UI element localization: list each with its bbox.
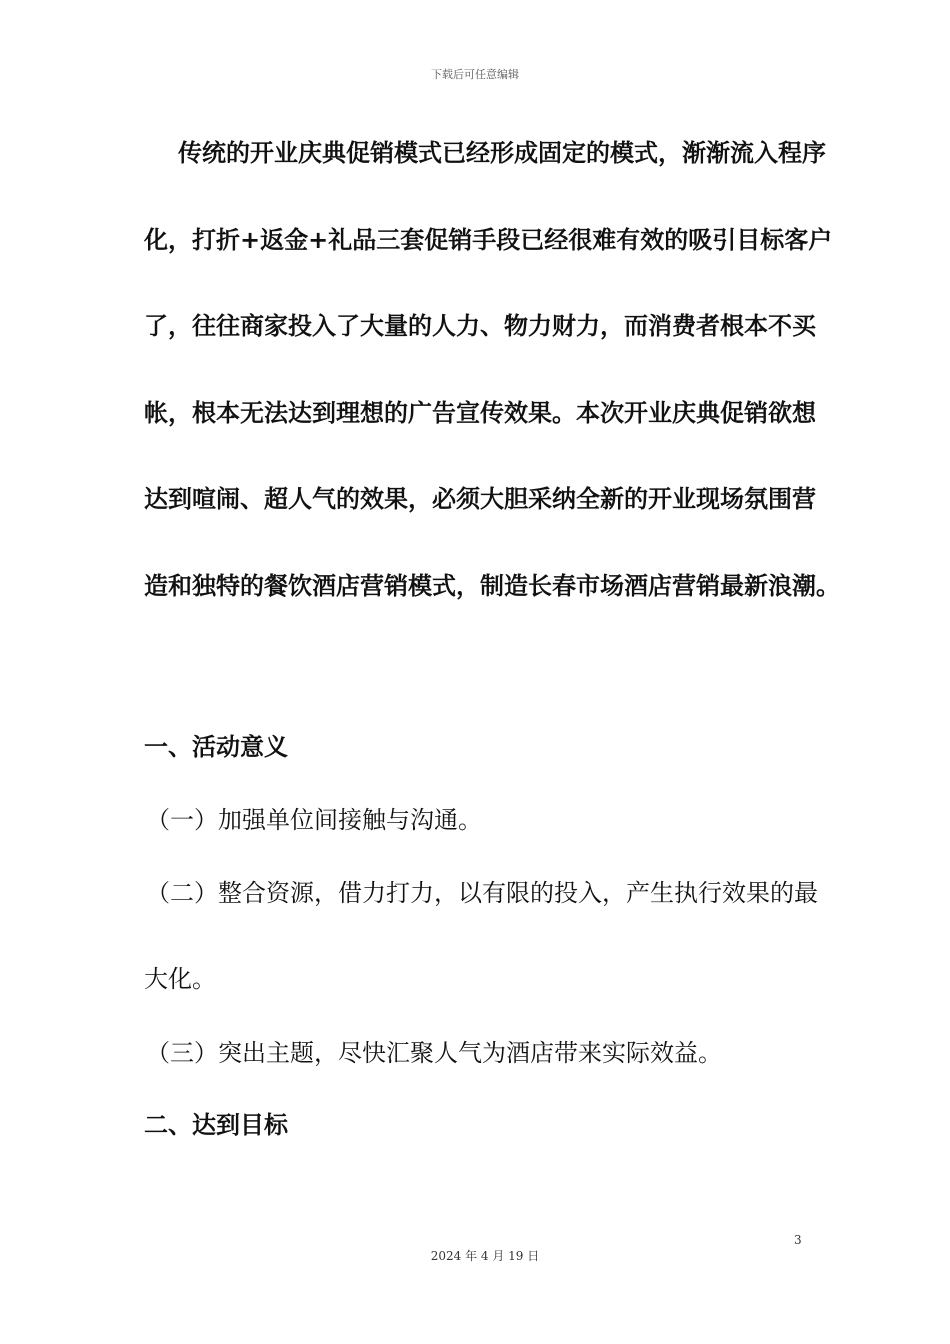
paragraph-line: 了，往往商家投入了大量的人力、物力财力，而消费者根本不买 [144, 312, 816, 340]
page-footer-date: 2024 年 4 月 19 日 [430, 1249, 540, 1263]
page-number: 3 [794, 1233, 802, 1247]
paragraph-line: 传统的开业庆典促销模式已经形成固定的模式，渐渐流入程序 [178, 139, 826, 167]
list-item: （二）整合资源，借力打力，以有限的投入，产生执行效果的最 [146, 879, 818, 907]
paragraph-line: 造和独特的餐饮酒店营销模式，制造长春市场酒店营销最新浪潮。 [144, 572, 840, 600]
paragraph-line: 化，打折+返金+礼品三套促销手段已经很难有效的吸引目标客户 [144, 226, 833, 254]
paragraph-line: 达到喧闹、超人气的效果，必须大胆采纳全新的开业现场氛围营 [144, 485, 816, 513]
section-heading-purpose: 一、活动意义 [144, 733, 288, 761]
list-item: （一）加强单位间接触与沟通。 [146, 806, 482, 834]
section-heading-goals: 二、达到目标 [144, 1111, 288, 1139]
page-header: 下载后可任意编辑 [431, 68, 519, 81]
list-item: （三）突出主题，尽快汇聚人气为酒店带来实际效益。 [146, 1039, 722, 1067]
paragraph-line: 帐，根本无法达到理想的广告宣传效果。本次开业庆典促销欲想 [144, 399, 816, 427]
list-item-continuation: 大化。 [144, 965, 216, 993]
